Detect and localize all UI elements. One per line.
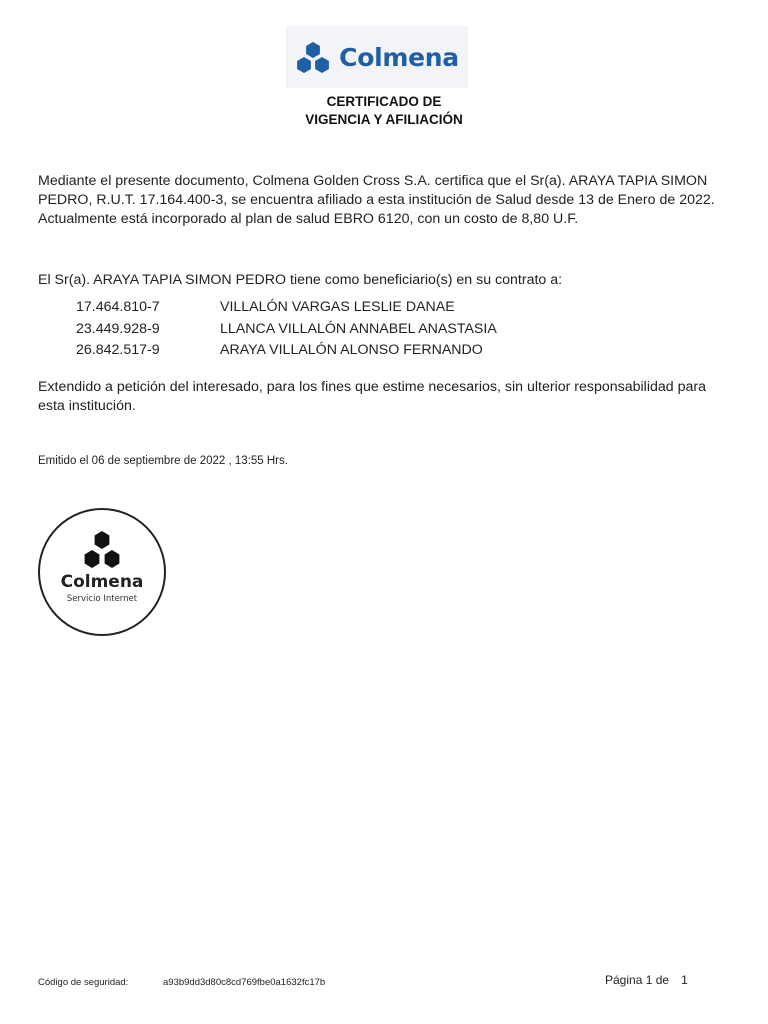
beneficiary-rut: 23.449.928-9 <box>76 320 160 337</box>
colmena-logo <box>286 26 468 88</box>
page-total: 1 <box>681 973 688 987</box>
beneficiary-row <box>76 297 497 319</box>
page-indicator <box>605 973 688 987</box>
beneficiaries-intro: El Sr(a). ARAYA TAPIA SIMON PEDRO tiene como beneficiario(s) en su contrato a: <box>38 272 563 288</box>
issued-date: Emitido el 06 de septiembre de 2022 , 13:55 Hrs. <box>38 455 288 467</box>
security-code: a93b9dd3d80c8cd769fbe0a1632fc17b <box>163 977 326 988</box>
beneficiary-name: VILLALÓN VARGAS LESLIE DANAE <box>220 299 455 315</box>
beneficiary-rut: 26.842.517-9 <box>76 342 160 358</box>
beneficiary-name: LLANCA VILLALÓN ANNABEL ANASTASIA <box>220 320 497 337</box>
beneficiary-name: ARAYA VILLALÓN ALONSO FERNANDO <box>220 342 483 358</box>
beneficiary-row <box>76 319 497 341</box>
security-code-label: Código de seguridad: <box>38 977 129 988</box>
beneficiaries-list <box>76 297 497 362</box>
closing-paragraph: Extendido a petición del interesado, para los fines que estime necesarios, sin ulterior responsabilidad para esta institución. <box>38 379 706 414</box>
seal-hexagon-cluster-icon <box>77 530 127 570</box>
title-line-2: VIGENCIA Y AFILIACIÓN <box>305 112 463 127</box>
page-label: Página 1 de <box>605 973 670 987</box>
beneficiary-row <box>76 340 497 362</box>
logo-wordmark: Colmena <box>339 42 459 72</box>
document-title <box>0 93 768 129</box>
seal-brand: Colmena <box>60 572 144 592</box>
certification-paragraph: Mediante el presente documento, Colmena Golden Cross S.A. certifica que el Sr(a). ARAYA TAPIA SIMON PEDRO, R.U.T. 17.164.400-3, se encuentra afiliado a esta institución de Salud desde 13 de Enero de 2022. Actualmente está incorporado al plan de salud EBRO 6120, con un costo de 8,80 U.F. <box>38 173 715 227</box>
seal-subtitle: Servicio Internet <box>66 594 138 604</box>
title-line-1: CERTIFICADO DE <box>326 94 442 109</box>
hexagon-cluster-icon <box>295 40 331 74</box>
beneficiary-rut: 17.464.810-7 <box>76 299 160 315</box>
colmena-seal <box>38 508 166 636</box>
